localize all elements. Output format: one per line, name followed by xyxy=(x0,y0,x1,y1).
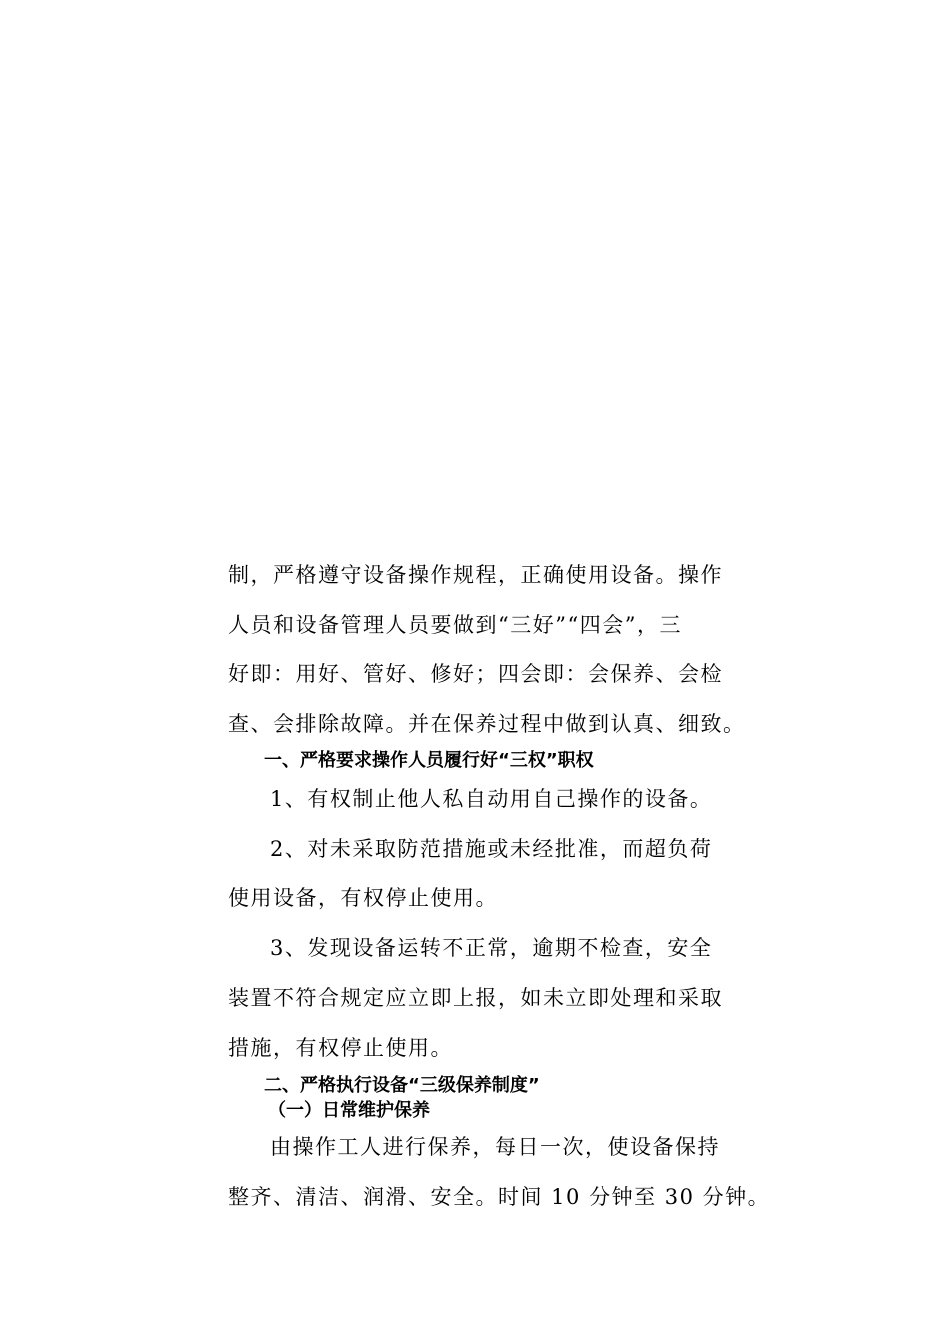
subsection-heading: （一）日常维护保养 xyxy=(268,1100,430,1121)
list-item: 3、发现设备运转不正常，逾期不检查，安全 xyxy=(270,936,713,960)
list-item-continuation: 措施，有权停止使用。 xyxy=(228,1036,453,1060)
paragraph-line: 人员和设备管理人员要做到“三好”“四会”，三 xyxy=(228,613,682,637)
paragraph-line: 制，严格遵守设备操作规程，正确使用设备。操作 xyxy=(228,563,723,587)
paragraph-line: 查、会排除故障。并在保养过程中做到认真、细致。 xyxy=(228,712,746,736)
list-item: 1、有权制止他人私自动用自己操作的设备。 xyxy=(270,787,713,811)
list-item-continuation: 装置不符合规定应立即上报，如未立即处理和采取 xyxy=(228,986,723,1010)
paragraph-line: 整齐、清洁、润滑、安全。时间 10 分钟至 30 分钟。 xyxy=(228,1185,771,1209)
list-item: 2、对未采取防范措施或未经批准，而超负荷 xyxy=(270,837,713,861)
list-item-continuation: 使用设备，有权停止使用。 xyxy=(228,886,498,910)
paragraph-line: 好即：用好、管好、修好；四会即：会保养、会检 xyxy=(228,662,723,686)
paragraph-line: 由操作工人进行保养，每日一次，使设备保持 xyxy=(270,1135,720,1159)
section-heading: 一、严格要求操作人员履行好“三权”职权 xyxy=(264,750,594,771)
section-heading: 二、严格执行设备“三级保养制度” xyxy=(264,1075,540,1096)
